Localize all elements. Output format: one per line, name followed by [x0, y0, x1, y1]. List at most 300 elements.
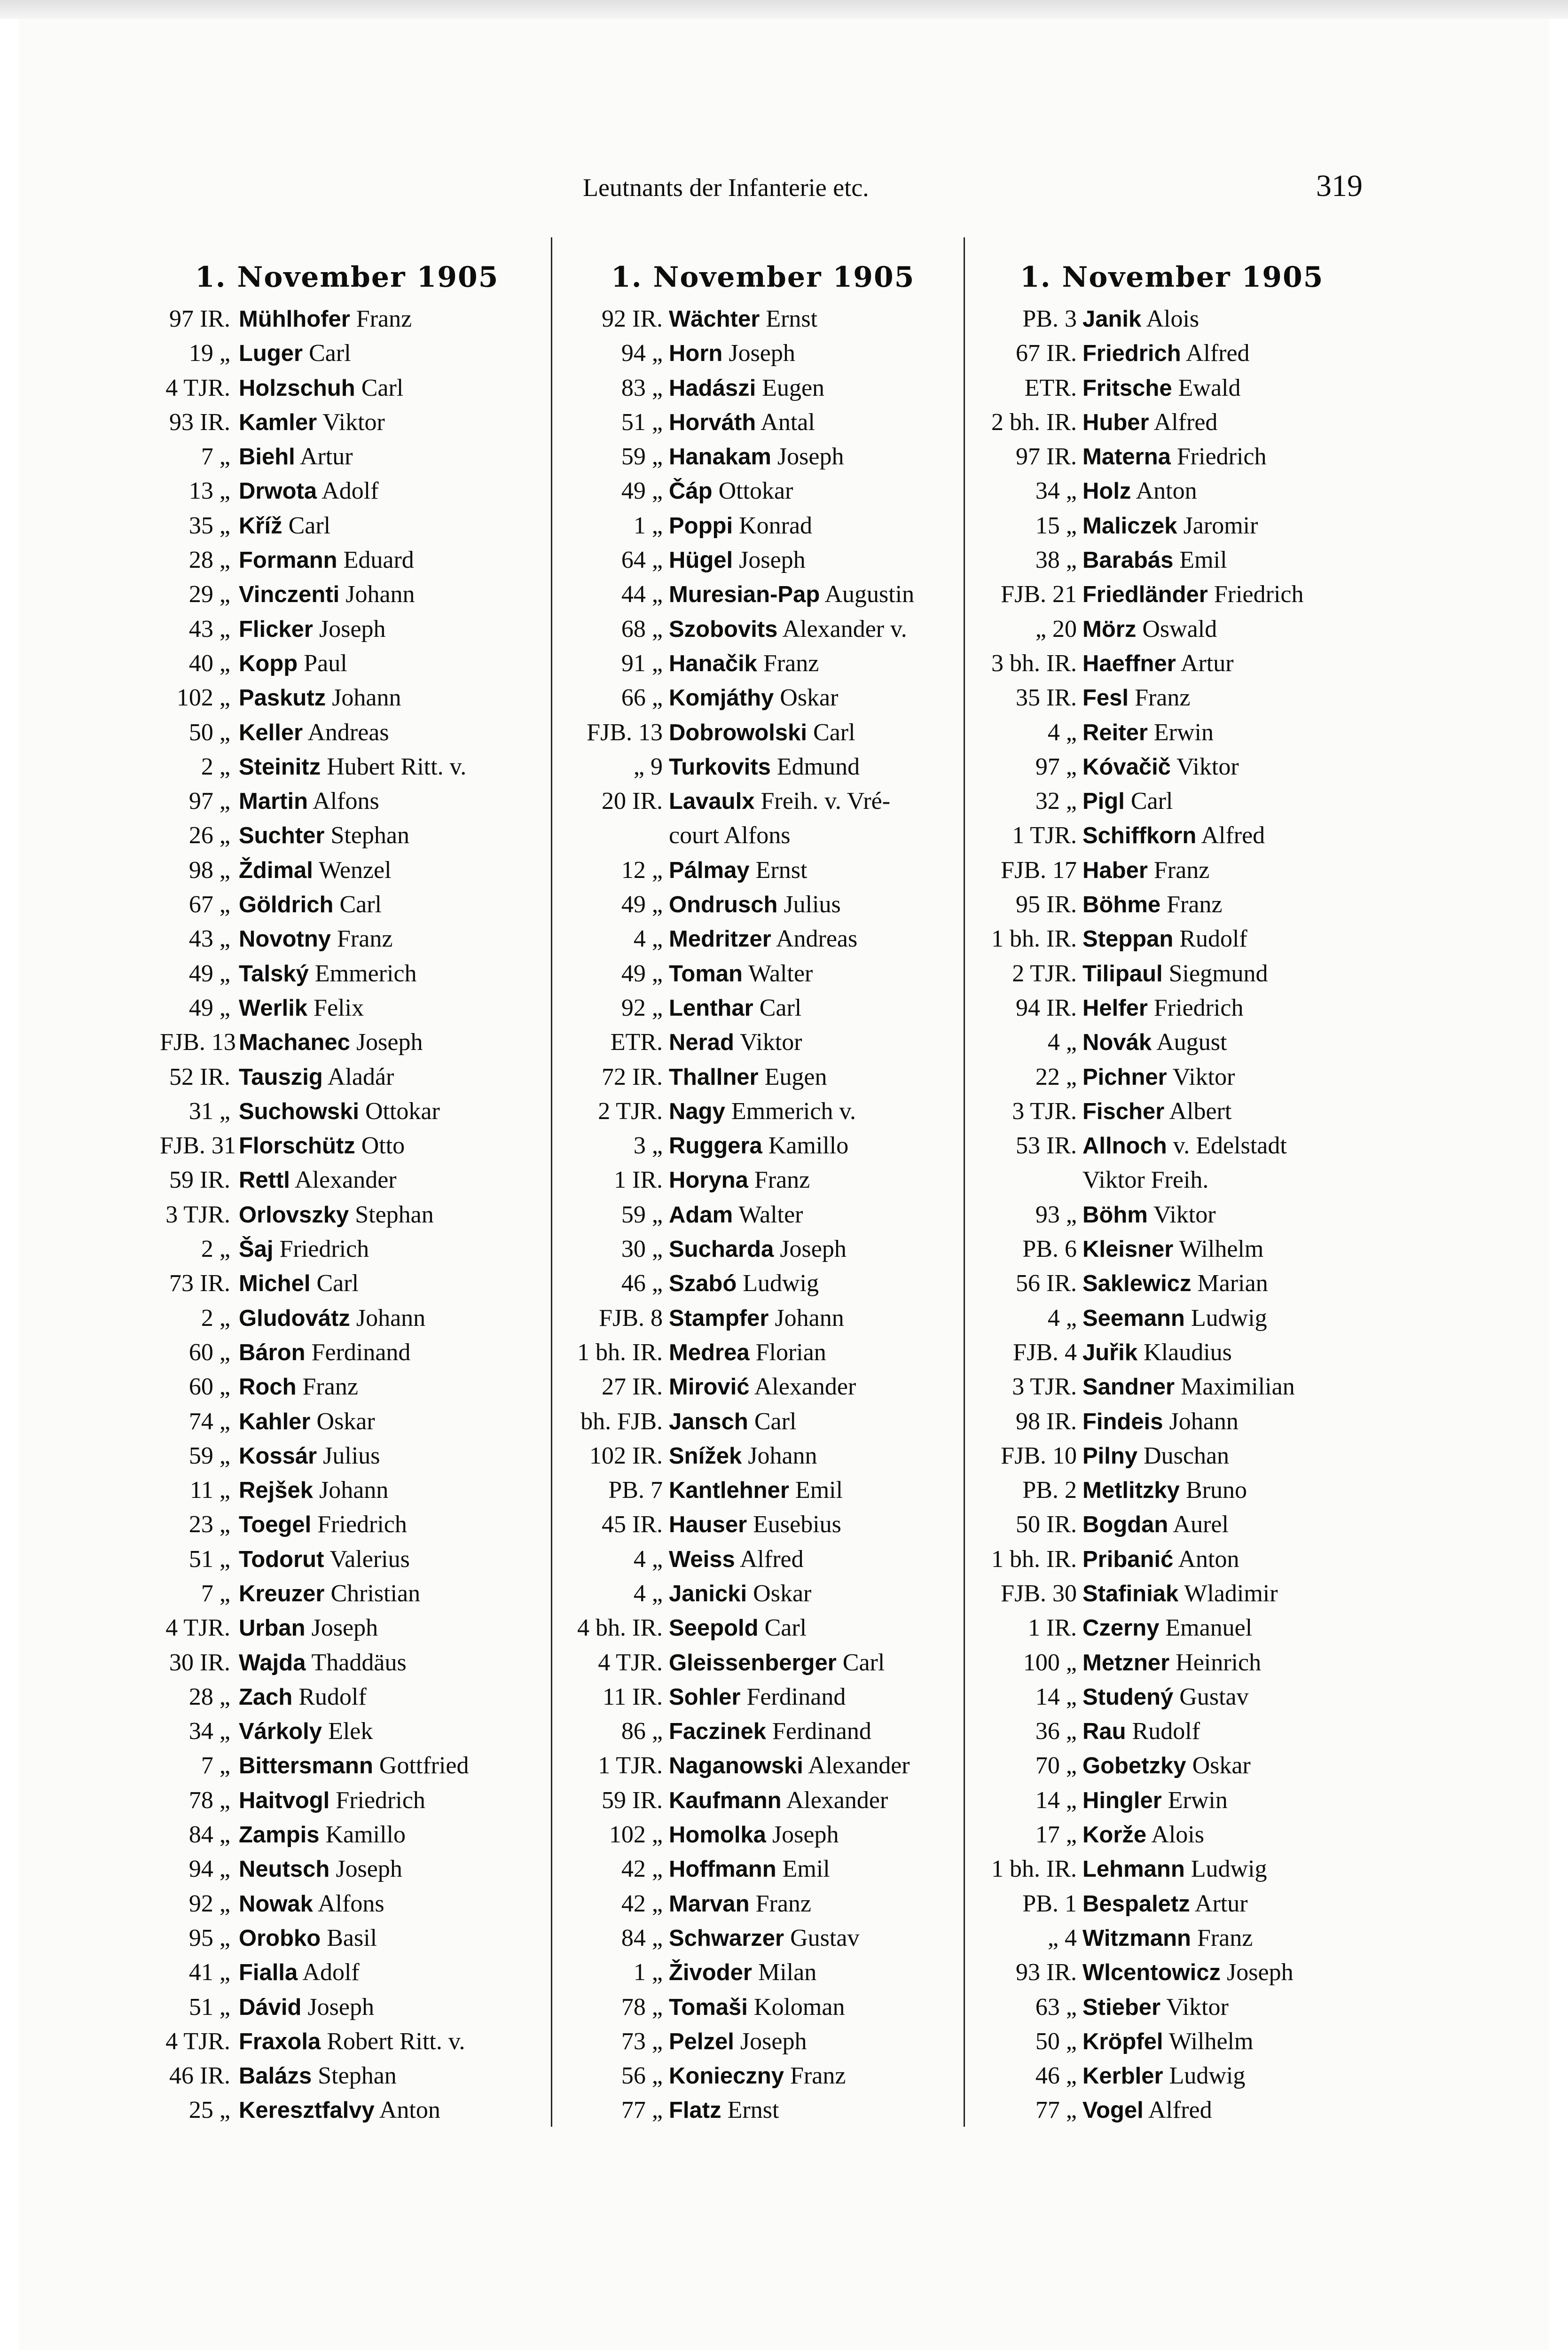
unit-label: 59 IR.: [602, 1786, 663, 1814]
officer-name: [239, 1128, 405, 1163]
unit-label: FJB. 21: [1001, 581, 1077, 608]
given-names: court Alfons: [669, 822, 791, 849]
surname: Kerbler: [1082, 2063, 1163, 2089]
given-names: Johann: [775, 1304, 844, 1332]
list-item: [971, 1439, 1347, 1473]
surname: Konieczny: [669, 2063, 784, 2089]
surname: Barabás: [1082, 548, 1174, 573]
given-names: Konrad: [739, 512, 813, 539]
list-item: [562, 1163, 961, 1197]
list-item: [562, 2093, 961, 2127]
list-item: [160, 509, 545, 543]
given-names: Carl: [813, 719, 855, 746]
unit-label: 23 „: [188, 1511, 230, 1538]
officer-name: [669, 1611, 807, 1645]
surname: Haeffner: [1082, 650, 1176, 676]
surname: Kamler: [239, 409, 317, 435]
unit-label: 4 „: [1047, 1304, 1077, 1332]
list-item: [971, 750, 1347, 784]
surname: Fialla: [239, 1960, 298, 1986]
surname: Sucharda: [669, 1237, 774, 1262]
unit-label: 3 „: [633, 1132, 663, 1159]
list-item: [160, 887, 545, 922]
officer-name: [1082, 1887, 1248, 1921]
surname: Saklewicz: [1082, 1271, 1192, 1297]
officer-name: [1082, 1645, 1261, 1680]
unit-label: PB. 7: [608, 1477, 663, 1504]
list-item: [160, 1852, 545, 1886]
list-item: [971, 1025, 1347, 1059]
unit-label: FJB. 8: [599, 1304, 663, 1332]
given-names: Rudolf: [1132, 1718, 1200, 1745]
officer-name: [1082, 1094, 1231, 1129]
surname: Fesl: [1082, 685, 1129, 711]
list-item: [562, 1714, 961, 1748]
officer-name: [239, 1198, 434, 1232]
list-item: [562, 1887, 961, 1921]
officer-name: [1082, 1680, 1249, 1715]
unit-label: 67 „: [188, 891, 230, 918]
given-names: Carl: [759, 994, 802, 1021]
list-item: [160, 1783, 545, 1817]
given-names: Eugen: [762, 374, 825, 401]
list-item: [971, 956, 1347, 991]
unit-label: 42 „: [621, 1856, 663, 1883]
given-names: Kamillo: [325, 1821, 406, 1849]
unit-label: 40 „: [188, 650, 230, 677]
unit-label: FJB. 17: [1001, 856, 1077, 884]
surname: Todorut: [239, 1546, 324, 1572]
given-names: Edmund: [776, 753, 860, 780]
surname: Urban: [239, 1615, 306, 1641]
given-names: Alfons: [318, 1890, 384, 1917]
surname: Flatz: [669, 2098, 721, 2123]
given-names: Oskar: [780, 684, 839, 712]
page-number: 319: [1316, 169, 1363, 203]
surname: Hingler: [1082, 1787, 1162, 1813]
officer-name: [669, 509, 812, 543]
surname: Flicker: [239, 616, 313, 642]
list-item: [971, 577, 1347, 611]
surname: Seemann: [1082, 1305, 1185, 1331]
unit-label: 7 „: [201, 1580, 230, 1607]
officer-name: [239, 1990, 374, 2025]
list-item: [160, 1473, 545, 1507]
surname: Steppan: [1082, 926, 1174, 952]
officer-name: [1082, 302, 1199, 337]
unit-label: 72 IR.: [602, 1063, 663, 1090]
given-names: Ludwig: [1169, 2062, 1246, 2090]
list-item: [971, 1921, 1347, 1955]
given-names: Viktor: [1176, 753, 1239, 780]
surname: Horyna: [669, 1167, 748, 1193]
list-item: [160, 405, 545, 439]
list-item: [971, 1301, 1347, 1335]
unit-label: 2 „: [201, 753, 230, 780]
list-item: [160, 681, 545, 715]
given-names: Otto: [361, 1132, 405, 1159]
surname: Seepold: [669, 1615, 759, 1641]
given-names: Alexander: [754, 1373, 856, 1401]
list-item: [562, 1025, 961, 1059]
officer-name: [1082, 750, 1239, 784]
unit-label: „ 4: [1047, 1924, 1077, 1951]
list-item: [562, 1783, 961, 1817]
unit-label: 49 „: [621, 478, 663, 505]
list-item: [160, 1198, 545, 1232]
list-item: [971, 646, 1347, 681]
surname: Keller: [239, 720, 303, 745]
given-names: Alfons: [313, 788, 379, 815]
unit-label: 92 „: [621, 994, 663, 1021]
list-item: [562, 1404, 961, 1439]
surname: Kossár: [239, 1443, 317, 1469]
officer-name: [1082, 1439, 1229, 1473]
given-names: Milan: [758, 1959, 817, 1986]
given-names: Viktor: [322, 408, 385, 436]
unit-label: 7 „: [201, 443, 230, 470]
surname: Tomaši: [669, 1994, 748, 2020]
surname: Michel: [239, 1271, 311, 1297]
surname: Bespaletz: [1082, 1891, 1190, 1917]
surname: Kantlehner: [669, 1478, 789, 1504]
surname: Novotny: [239, 926, 331, 952]
officer-name: [239, 1094, 440, 1129]
officer-name: [239, 371, 403, 406]
unit-label: 1 bh. IR.: [991, 925, 1077, 953]
list-item: [562, 646, 961, 681]
unit-label: FJB. 30: [1001, 1580, 1077, 1607]
officer-name: [669, 1783, 888, 1818]
surname: Čáp: [669, 478, 713, 504]
list-item: [971, 1335, 1347, 1370]
unit-label: 1 TJR.: [1012, 822, 1077, 849]
surname: Holzschuh: [239, 375, 355, 401]
unit-label: PB. 3: [1022, 306, 1077, 332]
officer-name: [669, 577, 914, 612]
given-names: Christian: [330, 1580, 421, 1607]
surname: Ždimal: [239, 857, 313, 883]
unit-label: ETR.: [1024, 374, 1077, 401]
given-names: Johann: [1169, 1408, 1239, 1435]
unit-label: 30 „: [621, 1236, 663, 1263]
list-item: [562, 371, 961, 405]
unit-label: 1 bh. IR.: [577, 1339, 663, 1366]
given-names: Felix: [314, 994, 364, 1021]
unit-label: 4 TJR.: [165, 1614, 230, 1642]
officer-name: [1082, 1990, 1229, 2025]
list-item: [160, 1748, 545, 1783]
surname: Dobrowolski: [669, 720, 808, 745]
list-item: [160, 715, 545, 750]
given-names: Carl: [339, 891, 382, 918]
list-item: [971, 1473, 1347, 1507]
surname: Mühlhofer: [239, 306, 350, 332]
list-item: [160, 1542, 545, 1576]
officer-name: [1082, 2024, 1253, 2059]
surname: Juřik: [1082, 1340, 1138, 1365]
officer-name: [239, 1852, 402, 1887]
list-item: [160, 1576, 545, 1611]
officer-name: [239, 509, 330, 543]
given-names: Walter: [748, 960, 813, 987]
surname: Zampis: [239, 1822, 320, 1848]
unit-label: bh. FJB.: [580, 1408, 663, 1435]
given-names: Ernst: [727, 2097, 779, 2124]
given-names: Ludwig: [1191, 1304, 1267, 1332]
surname: Kreuzer: [239, 1581, 325, 1606]
officer-name: [669, 818, 791, 853]
unit-label: 49 „: [188, 960, 230, 987]
list-item: [160, 784, 545, 818]
surname: Nowak: [239, 1891, 313, 1917]
officer-name: [239, 1576, 420, 1611]
given-names: Oskar: [316, 1408, 375, 1435]
list-item: [562, 991, 961, 1025]
officer-name: [239, 1232, 369, 1267]
surname: Mirović: [669, 1374, 750, 1400]
officer-name: [239, 681, 401, 715]
officer-name: [239, 336, 351, 371]
given-names: Oswald: [1142, 615, 1217, 642]
unit-label: 1 TJR.: [598, 1752, 663, 1779]
unit-label: 41 „: [188, 1959, 230, 1986]
given-names: Johann: [356, 1304, 426, 1332]
unit-label: 97 IR.: [169, 306, 230, 332]
surname: Huber: [1082, 409, 1149, 435]
surname: Schwarzer: [669, 1925, 784, 1951]
officer-name: [239, 1439, 380, 1473]
list-item: [160, 922, 545, 956]
list-item: [971, 1266, 1347, 1300]
list-item: [562, 577, 961, 611]
unit-label: 1 bh. IR.: [991, 1856, 1077, 1883]
unit-label: 83 „: [621, 374, 663, 401]
unit-label: 73 IR.: [169, 1270, 230, 1297]
surname: Neutsch: [239, 1856, 330, 1882]
list-item: [971, 1714, 1347, 1748]
given-names: Rudolf: [1179, 925, 1247, 953]
given-names: August: [1156, 1029, 1227, 1056]
list-item: [971, 1232, 1347, 1266]
list-item: [971, 1611, 1347, 1645]
list-item: [971, 1198, 1347, 1232]
list-item: [971, 509, 1347, 543]
officer-name: [669, 887, 841, 922]
given-names: Erwin: [1168, 1786, 1228, 1814]
given-names: Alfred: [1201, 822, 1265, 849]
surname: Kóvačič: [1082, 754, 1171, 780]
list-item: [160, 612, 545, 646]
surname: Sandner: [1082, 1374, 1175, 1400]
unit-label: 31 „: [188, 1097, 230, 1125]
column-2-date-heading: 1. November 1905: [611, 261, 915, 294]
list-item: [160, 1990, 545, 2024]
list-item: [562, 1921, 961, 1955]
given-names: Ottokar: [365, 1097, 440, 1125]
given-names: Andreas: [307, 719, 389, 746]
surname: Metlitzky: [1082, 1478, 1180, 1504]
surname: Gludovátz: [239, 1305, 350, 1331]
unit-label: 59 „: [188, 1442, 230, 1469]
officer-name: [239, 1645, 407, 1680]
surname: Talský: [239, 961, 309, 987]
given-names: Johann: [345, 581, 415, 608]
given-names: Franz: [1153, 856, 1210, 884]
given-names: Franz: [302, 1373, 358, 1401]
surname: Kříž: [239, 513, 282, 539]
officer-name: [1082, 474, 1197, 509]
surname: Medrea: [669, 1340, 750, 1365]
unit-label: 67 IR.: [1016, 340, 1077, 367]
officer-name: [669, 1542, 804, 1577]
given-names: Ernst: [766, 306, 818, 332]
given-names: Ferdinand: [311, 1339, 411, 1366]
list-item: [971, 1990, 1347, 2024]
given-names: Alexander: [808, 1752, 910, 1779]
unit-label: 84 „: [188, 1821, 230, 1849]
given-names: Franz: [763, 650, 819, 677]
surname: Hanakam: [669, 444, 771, 470]
officer-name: [669, 474, 793, 509]
officer-name: [239, 1060, 394, 1095]
unit-label: 26 „: [188, 822, 230, 849]
given-names: Maximilian: [1181, 1373, 1295, 1401]
officer-name: [1082, 1921, 1253, 1956]
list-item: [562, 1817, 961, 1852]
unit-label: 2 TJR.: [1012, 960, 1077, 987]
column-divider-1: [551, 237, 552, 2127]
surname: Hoffmann: [669, 1856, 776, 1882]
given-names: Carl: [361, 374, 404, 401]
officer-name: [1082, 1335, 1232, 1370]
list-item: [160, 853, 545, 887]
unit-label: 46 „: [1035, 2062, 1077, 2090]
surname: Schiffkorn: [1082, 823, 1197, 849]
surname: Fischer: [1082, 1098, 1165, 1124]
unit-label: 51 „: [188, 1545, 230, 1573]
officer-name: [669, 1404, 796, 1439]
given-names: Franz: [1135, 684, 1191, 712]
unit-label: 50 „: [188, 719, 230, 746]
officer-name: [1082, 1163, 1208, 1198]
surname: Horváth: [669, 409, 756, 435]
given-names: Artur: [299, 443, 353, 470]
officer-name: [239, 1887, 384, 1921]
unit-label: 43 „: [188, 615, 230, 642]
list-item: [971, 302, 1347, 336]
given-names: Joseph: [729, 340, 795, 367]
page-edge: [0, 0, 1568, 19]
officer-name: [669, 612, 907, 647]
officer-name: [239, 646, 347, 681]
list-item: [562, 1128, 961, 1163]
given-names: Bruno: [1185, 1477, 1247, 1504]
officer-name: [239, 887, 382, 922]
surname: Nerad: [669, 1030, 734, 1056]
surname: Werlik: [239, 995, 308, 1021]
officer-name: [1082, 681, 1190, 715]
list-item: [160, 1921, 545, 1955]
surname: Novák: [1082, 1030, 1152, 1056]
list-item: [971, 612, 1347, 646]
surname: Maliczek: [1082, 513, 1177, 539]
unit-label: 7 „: [201, 1752, 230, 1779]
officer-name: [1082, 1473, 1247, 1508]
given-names: Joseph: [336, 1856, 402, 1883]
given-names: Emil: [1179, 547, 1227, 574]
surname: Holz: [1082, 478, 1131, 504]
given-names: Koloman: [753, 1993, 845, 2021]
officer-name: [669, 1748, 910, 1783]
surname: Stampfer: [669, 1305, 769, 1331]
given-names: Viktor: [1153, 1201, 1216, 1228]
surname: Szobovits: [669, 616, 778, 642]
surname: Homolka: [669, 1822, 766, 1848]
unit-label: 15 „: [1035, 512, 1077, 539]
surname: Witzmann: [1082, 1925, 1191, 1951]
given-names: Joseph: [356, 1029, 423, 1056]
surname: Metzner: [1082, 1650, 1170, 1676]
officer-name: [669, 1990, 845, 2025]
unit-label: 78 „: [188, 1786, 230, 1814]
surname: Toman: [669, 961, 743, 987]
list-item: [160, 371, 545, 405]
officer-name: [669, 1955, 816, 1990]
surname: Kahler: [239, 1409, 311, 1434]
surname: Rettl: [239, 1167, 290, 1193]
officer-name: [669, 543, 806, 578]
list-item: [971, 1060, 1347, 1094]
officer-name: [669, 1232, 847, 1267]
unit-label: 98 „: [188, 856, 230, 884]
given-names: Siegmund: [1168, 960, 1268, 987]
given-names: Friedrich: [1214, 581, 1304, 608]
surname: Živoder: [669, 1960, 752, 1986]
list-item: [562, 887, 961, 922]
list-item: [562, 543, 961, 577]
unit-label: 35 IR.: [1016, 684, 1077, 712]
unit-label: 2 „: [201, 1304, 230, 1332]
surname: Medritzer: [669, 926, 771, 952]
surname: Jansch: [669, 1409, 748, 1434]
officer-name: [669, 1852, 830, 1887]
list-item: [971, 474, 1347, 508]
given-names: Wladimir: [1184, 1580, 1278, 1607]
unit-label: 43 „: [188, 925, 230, 953]
given-names: Joseph: [740, 2028, 807, 2055]
unit-label: 46 „: [621, 1270, 663, 1297]
given-names: Friedrich: [317, 1511, 407, 1538]
given-names: Eusebius: [753, 1511, 841, 1538]
unit-label: 59 IR.: [169, 1167, 230, 1194]
officer-name: [1082, 1783, 1228, 1818]
list-item: [971, 439, 1347, 474]
list-item: [562, 2059, 961, 2093]
surname: Pichner: [1082, 1064, 1167, 1090]
list-item: [562, 1266, 961, 1300]
unit-label: 2 bh. IR.: [991, 408, 1077, 436]
list-item: [971, 2093, 1347, 2127]
surname: Steinitz: [239, 754, 321, 780]
surname: Weiss: [669, 1546, 735, 1572]
given-names: Ewald: [1178, 374, 1241, 401]
officer-name: [669, 1198, 803, 1232]
given-names: Ottokar: [718, 478, 793, 505]
officer-name: [1082, 956, 1268, 991]
given-names: Marian: [1197, 1270, 1268, 1297]
surname: Hauser: [669, 1512, 747, 1538]
